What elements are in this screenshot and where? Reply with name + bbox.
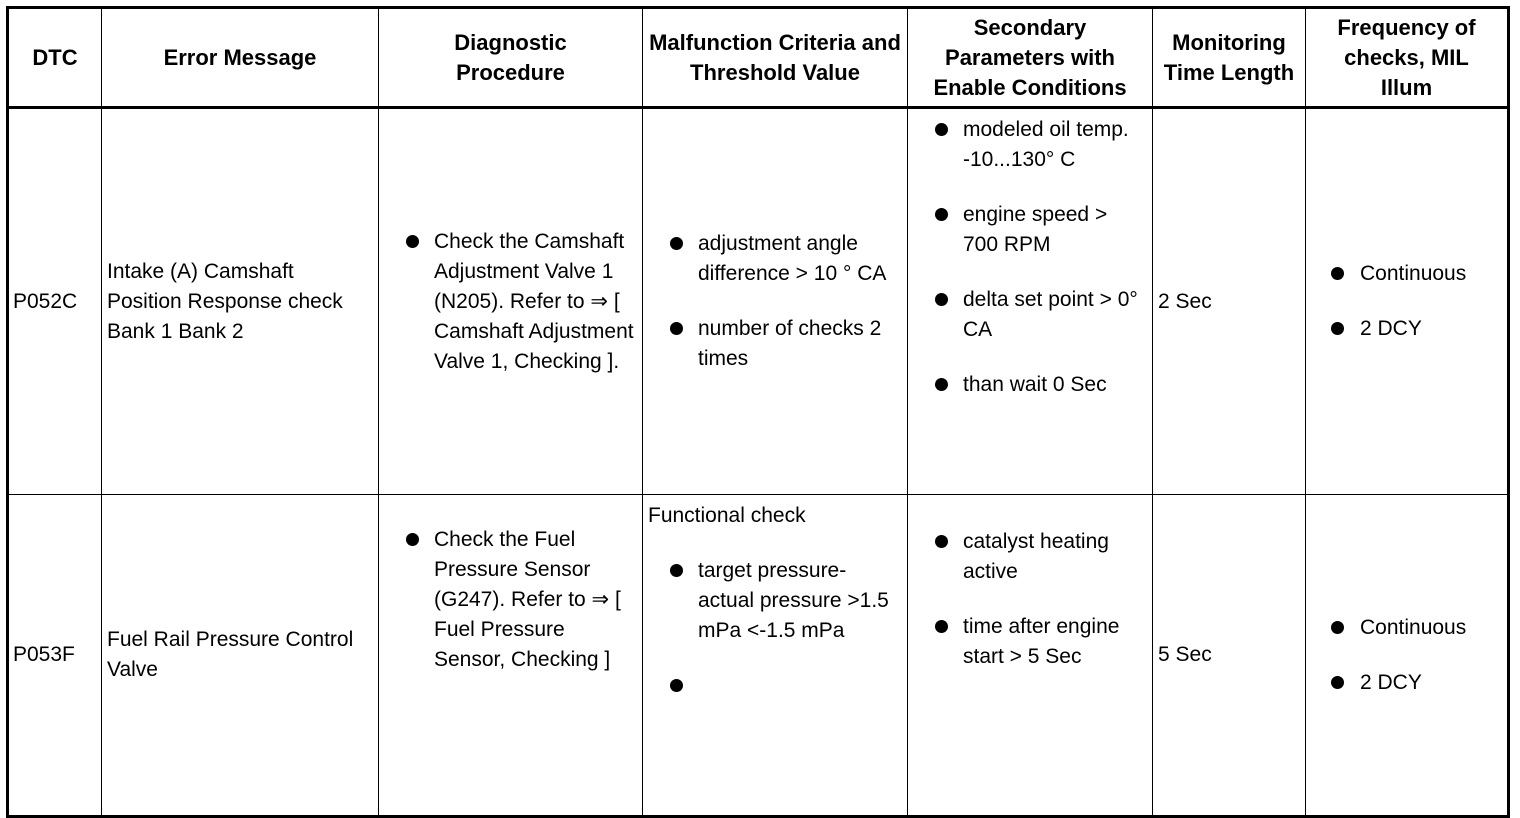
list-item (1311, 668, 1502, 698)
procedure-text: Check the Fuel Pressure Sensor (G247). Refer to ⇒ [ Fuel Pressure Sensor, Checking ] (434, 528, 621, 671)
dtc-code: P053F (8, 495, 102, 817)
criteria-text: target pressure-actual pressure >1.5 mPa <-1.5 mPa (698, 559, 889, 642)
bullet-icon (670, 322, 683, 335)
list-item (913, 370, 1147, 400)
criteria-text: adjustment angle difference > 10 ° CA (698, 232, 887, 285)
bullet-icon (670, 679, 683, 692)
frequency-text: Continuous (1360, 262, 1467, 285)
bullet-icon (935, 293, 948, 306)
secondary-parameters (908, 108, 1153, 495)
dtc-table (6, 6, 1510, 818)
list-item (648, 314, 902, 374)
bullet-icon (935, 123, 948, 136)
error-message: Intake (A) Camshaft Position Response check Bank 1 Bank 2 (102, 108, 379, 495)
bullet-icon (670, 237, 683, 250)
parameter-text: delta set point > 0° CA (963, 288, 1138, 341)
list-item (384, 525, 637, 675)
monitoring-time: 2 Sec (1153, 108, 1306, 495)
bullet-icon (935, 208, 948, 221)
bullet-icon (406, 533, 419, 546)
diagnostic-procedure (379, 495, 643, 817)
parameter-text: than wait 0 Sec (963, 373, 1107, 396)
bullet-icon (935, 620, 948, 633)
criteria-text: number of checks 2 times (698, 317, 882, 370)
list-item (648, 556, 902, 646)
list-item (1311, 314, 1502, 344)
parameter-text: modeled oil temp. -10...130° C (963, 118, 1129, 171)
frequency-of-checks (1306, 495, 1509, 817)
table-row (8, 108, 1509, 495)
header-error-message: Error Message (102, 8, 379, 108)
parameter-text: time after engine start > 5 Sec (963, 615, 1120, 668)
frequency-text: 2 DCY (1360, 317, 1422, 340)
list-item (913, 115, 1147, 175)
bullet-icon (935, 378, 948, 391)
list-item (648, 229, 902, 289)
bullet-icon (406, 235, 419, 248)
list-item (384, 227, 637, 377)
criteria-heading: Functional check (648, 504, 806, 527)
list-item (913, 285, 1147, 345)
dtc-code: P052C (8, 108, 102, 495)
list-item (913, 527, 1147, 587)
bullet-icon (1331, 676, 1344, 689)
bullet-icon (1331, 322, 1344, 335)
bullet-icon (935, 535, 948, 548)
frequency-text: Continuous (1360, 615, 1467, 639)
parameter-text: engine speed > 700 RPM (963, 203, 1108, 256)
malfunction-criteria (643, 495, 908, 817)
bullet-icon (1331, 621, 1344, 634)
diagnostic-procedure (379, 108, 643, 495)
header-dtc: DTC (8, 8, 102, 108)
frequency-text: 2 DCY (1360, 670, 1422, 694)
dtc-table-wrapper (6, 6, 1510, 818)
header-monitoring-time: Monitoring Time Length (1153, 8, 1306, 108)
bullet-icon (1331, 267, 1344, 280)
list-item (648, 671, 902, 701)
header-secondary-parameters: Secondary Parameters with Enable Conditions (908, 8, 1153, 108)
procedure-text: Check the Camshaft Adjustment Valve 1 (N205). Refer to ⇒ [ Camshaft Adjustment Valve 1, Checking ]. (434, 229, 634, 373)
parameter-text: catalyst heating active (963, 530, 1109, 583)
table-row (8, 495, 1509, 817)
monitoring-time: 5 Sec (1153, 495, 1306, 817)
frequency-of-checks (1306, 108, 1509, 495)
header-frequency: Frequency of checks, MIL Illum (1306, 8, 1509, 108)
header-diagnostic-procedure: Diagnostic Procedure (379, 8, 643, 108)
malfunction-criteria (643, 108, 908, 495)
bullet-icon (670, 564, 683, 577)
list-item (1311, 259, 1502, 289)
list-item (913, 200, 1147, 260)
secondary-parameters (908, 495, 1153, 817)
list-item (913, 612, 1147, 672)
header-malfunction-criteria: Malfunction Criteria and Threshold Value (643, 8, 908, 108)
header-row (8, 8, 1509, 108)
list-item (1311, 613, 1502, 643)
error-message: Fuel Rail Pressure Control Valve (102, 495, 379, 817)
